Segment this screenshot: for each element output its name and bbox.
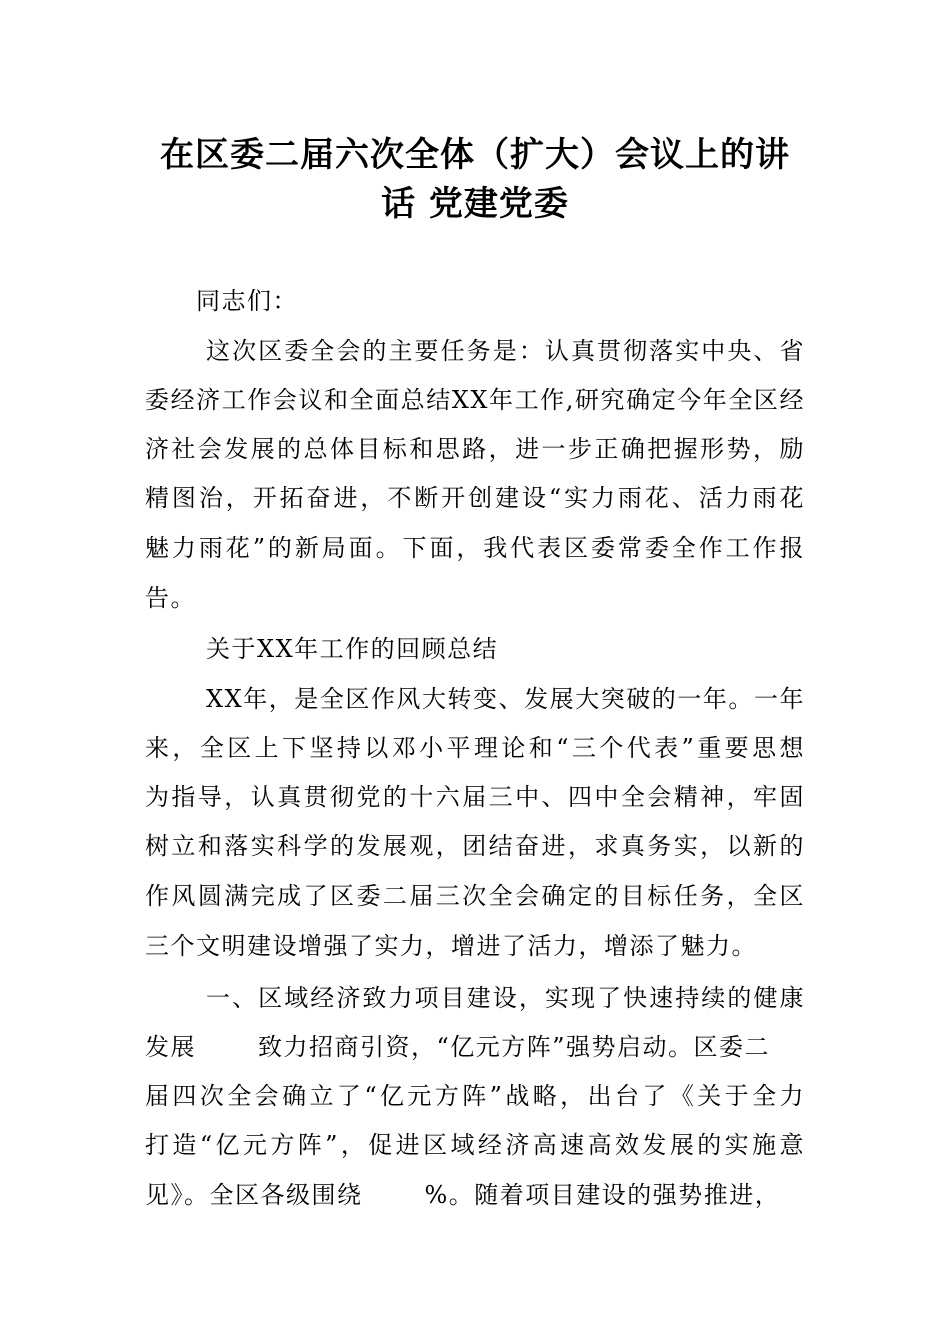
page-title-line-2: 话 党建党委 (381, 184, 569, 224)
point-one-line-5 (145, 1179, 805, 1211)
salutation: 同志们： (196, 287, 298, 315)
point-one-line-3: 届四次全会确立了“亿元方阵”战略，出台了《关于全力 (145, 1082, 805, 1110)
intro-line-5: 魅力雨花”的新局面。下面，我代表区委常委全作工作报 (145, 534, 805, 562)
point-one-line-4: 打造“亿元方阵”，促进区域经济高速高效发展的实施意 (145, 1131, 805, 1159)
review-line-3: 为指导，认真贯彻党的十六届三中、四中全会精神，牢固 (145, 783, 805, 811)
review-line-5: 作风圆满完成了区委二届三次全会确定的目标任务，全区 (145, 882, 805, 910)
point-one-line-1: 一、区域经济致力项目建设，实现了快速持续的健康 (206, 984, 805, 1012)
point-one-line-2 (145, 1031, 805, 1063)
point-one-line-2-rest: 致力招商引资，“亿元方阵”强势启动。区委二 (258, 1033, 771, 1061)
point-one-line-5-start: 见》。全区各级围绕 (145, 1181, 363, 1209)
intro-line-6: 告。 (145, 584, 196, 612)
review-line-1: XX年，是全区作风大转变、发展大突破的一年。一年 (206, 685, 805, 713)
review-line-2: 来，全区上下坚持以邓小平理论和“三个代表”重要思想 (145, 734, 805, 762)
review-line-4: 树立和落实科学的发展观，团结奋进，求真务实，以新的 (145, 832, 805, 860)
intro-line-3: 济社会发展的总体目标和思路，进一步正确把握形势，励 (145, 435, 805, 463)
point-one-line-2-start: 发展 (145, 1033, 196, 1061)
section-heading: 关于XX年工作的回顾总结 (206, 635, 499, 663)
intro-line-2: 委经济工作会议和全面总结XX年工作,研究确定今年全区经 (145, 386, 805, 414)
review-line-6: 三个文明建设增强了实力，增进了活力，增添了魅力。 (145, 932, 757, 960)
intro-line-1: 这次区委全会的主要任务是：认真贯彻落实中央、省 (206, 337, 805, 365)
point-one-line-5-rest: %。随着项目建设的强势推进， (424, 1181, 781, 1209)
page-title-line-1: 在区委二届六次全体（扩大）会议上的讲 (160, 135, 790, 175)
intro-line-4: 精图治，开拓奋进，不断开创建设“实力雨花、活力雨花 (145, 484, 805, 512)
